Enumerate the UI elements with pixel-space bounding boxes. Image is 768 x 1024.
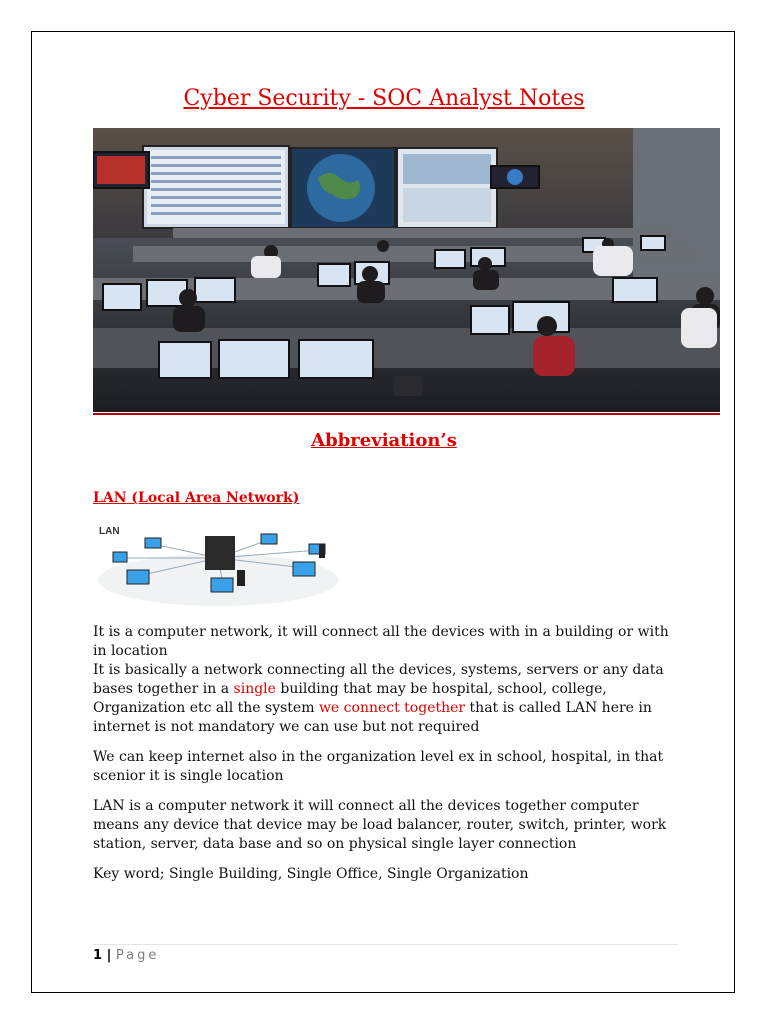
page-footer: 1 | Page bbox=[93, 948, 160, 963]
lan-heading: LAN (Local Area Network) bbox=[93, 490, 300, 506]
highlight-single: single bbox=[233, 681, 276, 697]
page-label: Page bbox=[115, 948, 160, 963]
highlight-connect-together: we connect together bbox=[318, 700, 466, 716]
footer-divider bbox=[93, 944, 678, 945]
paragraph-1: It is a computer network, it will connect all the devices with in a building or with in location bbox=[93, 624, 669, 659]
red-divider bbox=[93, 413, 720, 415]
paragraph-4: LAN is a computer network it will connect all the devices together computer means any device that device may be load balancer, router, switch, printer, work station, server, data base and so on physical single layer connection bbox=[93, 798, 667, 852]
document-title: Cyber Security - SOC Analyst Notes bbox=[183, 86, 585, 111]
lan-diagram bbox=[93, 518, 343, 608]
paragraph-3: We can keep internet also in the organization level ex in school, hospital, in that scenior it is single location bbox=[93, 749, 664, 784]
paragraph-5: Key word; Single Building, Single Office, Single Organization bbox=[93, 866, 529, 882]
soc-photo bbox=[93, 128, 720, 412]
section-title: Abbreviation’s bbox=[311, 430, 457, 451]
page-number: 1 bbox=[93, 948, 103, 963]
paragraph-2: It is basically a network connecting all the devices, systems, servers or any data bases together in a single building that may be hospital, school, college, Organization etc all the system we connect together that is called LAN here in internet is not mandatory we can use but not required bbox=[93, 662, 664, 735]
lan-figure-label: LAN bbox=[99, 526, 120, 537]
